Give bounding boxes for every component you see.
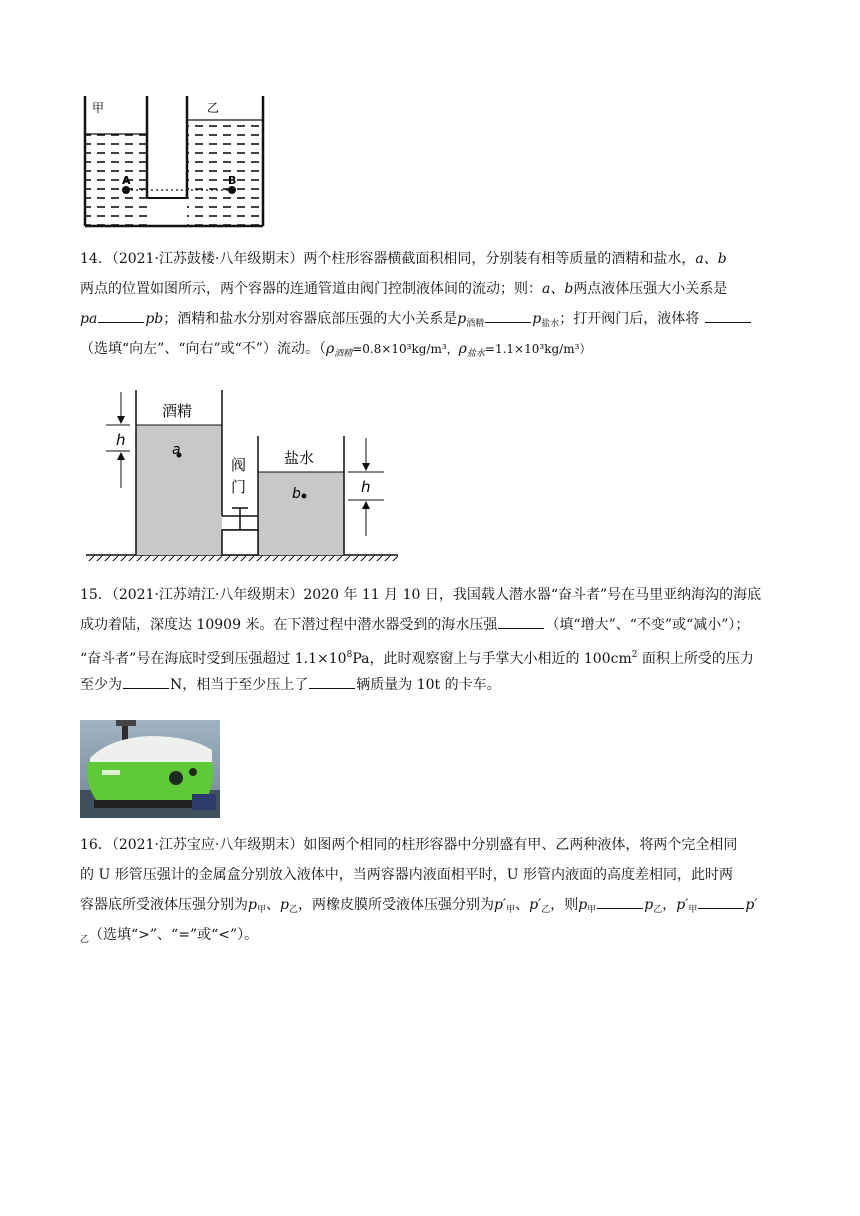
q15-blank-3[interactable] bbox=[309, 673, 355, 689]
q16-text-2: 的 U 形管压强计的金属盒分别放入液体中，当两容器内液面相平时，U 形管内液面的高度差相同，此时两 bbox=[80, 867, 733, 883]
q14-rho-salt-value: =1.1×10³kg/m³） bbox=[484, 342, 592, 356]
q14-blank-1[interactable] bbox=[98, 307, 144, 323]
q15-blank-2[interactable] bbox=[123, 673, 169, 689]
q15-text-3b: Pa，此时观察窗上与手掌大小相近的 100cm bbox=[352, 651, 632, 667]
q15-exponent-2: 2 bbox=[631, 650, 638, 660]
q14-options: （选填“向左”、“向右”或“不”）流动。（ bbox=[80, 341, 326, 357]
q16-text-3c: ，则 bbox=[550, 897, 579, 913]
q15-text-3c: 面积上所受的压力 bbox=[637, 651, 754, 667]
question-16 bbox=[80, 830, 780, 950]
fig13-point-a: A bbox=[122, 174, 131, 187]
q16-sep-2: 、 bbox=[515, 897, 530, 913]
fig13-label-yi: 乙 bbox=[207, 101, 220, 115]
q15-blank-1[interactable] bbox=[498, 613, 544, 629]
q14-blank-2[interactable] bbox=[485, 307, 531, 323]
q14-p-alcohol: p bbox=[457, 311, 467, 327]
fig14-label-valve-2: 门 bbox=[231, 478, 247, 496]
q16-sub-pprime-jia-2: 甲 bbox=[688, 905, 698, 915]
q14-rho-sub-salt: 盐水 bbox=[466, 349, 485, 359]
q16-comma: ， bbox=[662, 897, 677, 913]
q16-pprime-yi-2: p′ bbox=[745, 897, 758, 913]
q14-number: 14． bbox=[80, 251, 112, 267]
q15-number: 15． bbox=[80, 587, 112, 603]
q16-text-3b: ，两橡皮膜所受液体压强分别为 bbox=[297, 897, 494, 913]
q16-pprime-jia-2: p′ bbox=[676, 897, 689, 913]
q16-sub-pprime-yi-2: 乙 bbox=[80, 935, 90, 945]
fig14-h-left: h bbox=[116, 431, 126, 449]
q14-sub-alcohol: 酒精 bbox=[466, 319, 485, 329]
q14-text-2: 两点的位置如图所示，两个容器的连通管道由阀门控制液体间的流动；则： bbox=[80, 281, 542, 297]
q16-pprime-jia: p′ bbox=[493, 897, 507, 913]
fig14-label-brine: 盐水 bbox=[284, 449, 315, 467]
q16-sub-jia-2: 甲 bbox=[587, 905, 597, 915]
q14-vars-2: a、b bbox=[542, 281, 574, 297]
q15-text-4b: N，相当于至少压上了 bbox=[170, 677, 309, 693]
q15-text-2a: 成功着陆，深度达 10909 米。在下潜过程中潜水器受到的海水压强 bbox=[80, 617, 498, 633]
q14-text-1: 两个柱形容器横截面积相同，分别装有相等质量的酒精和盐水， bbox=[303, 251, 696, 267]
q14-source: （2021·江苏鼓楼·八年级期末） bbox=[111, 251, 304, 267]
q16-number: 16． bbox=[80, 837, 112, 853]
figure-13-containers bbox=[82, 94, 272, 230]
q16-text-4: （选填“>”、“=”或“<”）。 bbox=[89, 927, 259, 943]
q16-sub-pprime-yi: 乙 bbox=[541, 905, 551, 915]
fig13-point-b: B bbox=[228, 174, 237, 187]
q16-p-jia: p bbox=[248, 897, 257, 913]
q15-exponent-1: 8 bbox=[346, 650, 353, 660]
q14-vars-1: a、b bbox=[695, 251, 727, 267]
submarine-photo bbox=[80, 720, 220, 818]
figure-14-valve-containers bbox=[86, 388, 402, 562]
q14-sub-salt: 盐水 bbox=[541, 319, 560, 329]
question-15 bbox=[80, 580, 780, 700]
fig13-label-jia: 甲 bbox=[92, 101, 105, 115]
q16-p-jia-2: p bbox=[578, 897, 588, 913]
fig14-label-alcohol: 酒精 bbox=[162, 402, 193, 420]
q16-blank-2[interactable] bbox=[698, 893, 744, 909]
fig14-point-a: a bbox=[172, 442, 181, 458]
q15-source: （2021·江苏靖江·八年级期末） bbox=[111, 587, 304, 603]
q14-pb: pb bbox=[145, 311, 164, 327]
q14-blank-3[interactable] bbox=[705, 307, 751, 323]
question-14 bbox=[80, 244, 780, 364]
q14-p-salt: p bbox=[532, 311, 542, 327]
q14-text-2-end: 两点液体压强大小关系是 bbox=[573, 281, 728, 297]
q16-text-1: 如图两个相同的柱形容器中分别盛有甲、乙两种液体，将两个完全相同 bbox=[303, 837, 738, 853]
q15-text-4a: 至少为 bbox=[80, 677, 122, 693]
q14-pa: pa bbox=[80, 311, 98, 327]
q15-text-2b: （填“增大”、“不变”或“减小”）； bbox=[545, 617, 750, 633]
q14-rho-1: ρ bbox=[325, 341, 335, 357]
q14-text-3: ；酒精和盐水分别对容器底部压强的大小关系是 bbox=[163, 311, 458, 327]
fig14-h-right: h bbox=[361, 478, 371, 496]
q16-source: （2021·江苏宝应·八年级期末） bbox=[111, 837, 304, 853]
q14-rho-2: ρ bbox=[458, 341, 467, 357]
q16-sub-pprime-jia: 甲 bbox=[506, 905, 516, 915]
fig14-point-b: b bbox=[292, 486, 301, 502]
fig14-label-valve-1: 阀 bbox=[231, 456, 247, 474]
q15-text-1: 2020 年 11 月 10 日，我国载人潜水器“奋斗者”号在马里亚纳海沟的海底 bbox=[303, 587, 762, 603]
q15-text-4c: 辆质量为 10t 的卡车。 bbox=[356, 677, 501, 693]
q14-rho-alcohol-value: =0.8×10³kg/m³， bbox=[352, 342, 459, 356]
q14-rho-sub-alcohol: 酒精 bbox=[334, 349, 353, 359]
q16-sub-yi: 乙 bbox=[288, 905, 298, 915]
q14-text-3-end: ；打开阀门后，液体将 bbox=[559, 311, 700, 327]
q16-p-yi: p bbox=[279, 897, 289, 913]
q16-text-3a: 容器底所受液体压强分别为 bbox=[80, 897, 248, 913]
q16-sub-jia: 甲 bbox=[256, 905, 266, 915]
q16-sep-1: 、 bbox=[265, 897, 280, 913]
q16-sub-yi-2: 乙 bbox=[653, 905, 663, 915]
q16-blank-1[interactable] bbox=[597, 893, 643, 909]
q15-text-3a: “奋斗者”号在海底时受到压强超过 1.1×10 bbox=[80, 651, 347, 667]
q16-p-yi-2: p bbox=[644, 897, 654, 913]
q16-pprime-yi: p′ bbox=[529, 897, 542, 913]
